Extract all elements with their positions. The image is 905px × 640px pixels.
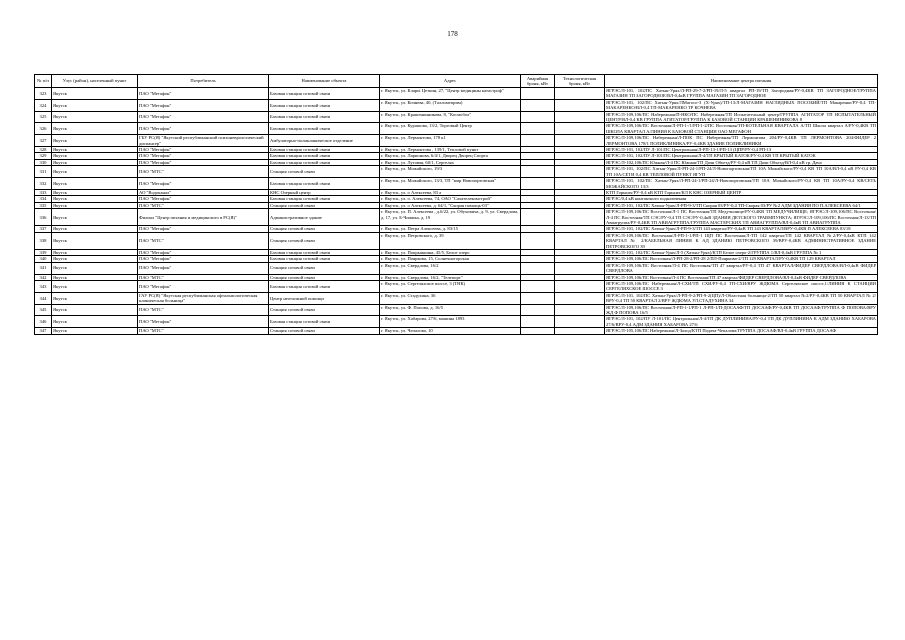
cell-locality: Якутск — [52, 178, 138, 190]
cell-emergency — [521, 262, 555, 274]
cell-consumer: ПАО "МТС" — [138, 274, 269, 280]
cell-power: ЯГРЭС/Л-109,106/ПС Восточная/Л-РП-1-/1/РП-1-2/ПС Восточная/ТП-КОТЕЛЬНАЯ КВАРТАЛА А/ТП Школа квартал А/РУ-0,4КВ ТП ШКОЛА КВАРТАЛ А/ЛИНИЯ К БАЗОВОЙ СТАНЦИИ ОАО МЕГАФОН — [606, 123, 876, 134]
cell-locality: Якутск — [52, 147, 138, 153]
cell-tech — [555, 292, 605, 304]
cell-object: Станция сотовой связи — [269, 274, 380, 280]
cell-power: ЯГРЭС/Л-109,106/ПС Восточная/Л-1 ПС Восточная/ТП Медучилище/РУ-0,4КВ ТП МЕДУЧИЛИЩЕ; ЯГРЭС/Л-109,106/ПС Восточная/Л-4 ПС Восточная/ТП СЭС/РУ-0,4 ТП СЭС/РУ-0,4кВ ЗДАНИЯ ДЕТСКОГО ТРАВМПУНКТА; ЯГРЭС/Л-109,106/ПС Восточная/Л-13/ТП Авиагруппа/РУ-0,4КВ ТП АВИАГРУППА/ГРУППА МАСТЕРСКИХ ТП АВИАГРУППА/ВЛ-0,4кВ ТП АВИАГРУППА — [606, 209, 876, 225]
cell-consumer: ПАО "МТС" — [138, 232, 269, 249]
cell-power: ЯГРЭС/Л-101, 102/ПС Хатын-Урях/Л-РП-29-7-2/РП-19/Л-5 квартал РП-19/ТП Загородная/РУ-0,4КВ ТП ЗАГОРОДНОЕ/ТРУППА МАГАЗИН ТП ЗАГОРОДНОЕ/ВЛ-0,4кВ ГРУППА МАГАЗИН ТП ЗАГОРОДНОЕ — [606, 88, 876, 99]
cell-power: ЯГРЭС/Л-101, 102/ПС Хатын-Урях/Л-5 (Хатын-Урях)/КТП Белое озеро-2/ГРУППА 1/ВЛ-0,4кВ ГРУППА № 1 — [605, 249, 878, 255]
cell-address: г. Якутск, ул. Лермонтова , 139/1, Тепловой пункт — [380, 147, 521, 153]
cell-power: ЯГРЭС/0,4 кВ контактного подключения — [605, 196, 878, 202]
cell-tech — [555, 178, 605, 190]
cell-emergency — [521, 166, 555, 178]
cell-emergency — [521, 328, 555, 334]
cell-emergency — [521, 99, 555, 111]
cell-object: Базовая станция сотовой связи — [269, 123, 380, 135]
page-number: 178 — [447, 30, 458, 38]
cell-address: г. Якутск, ул. Лермонтова, 178 к1 — [380, 135, 521, 147]
cell-consumer: ПАО "Мегафон" — [138, 249, 269, 255]
cell-locality: Якутск — [52, 88, 138, 100]
cell-emergency — [521, 292, 555, 304]
cell-address: г. Якутск, ул. Курашова, 13/2, Торговый Центр — [380, 123, 521, 135]
cell-consumer: ГАУ РС(Я) "Якутская республиканская офтальмологическая клиническая больница" — [138, 292, 269, 304]
cell-power: ЯГРЭС/Л-101, 102/ПС Хатын-Урях/Л-РП-9-3/ТП Скорая 03/РУ-0,4 ТП-Скорая 03/РУ №2 АДМ ЗДАНИЯ ПО П.АЛЕКСЕЕВА 64/1 — [605, 202, 878, 208]
cell-num: 338 — [35, 232, 52, 249]
cell-num: 340 — [35, 256, 52, 262]
power-reservation-table — [34, 74, 878, 335]
cell-locality: Якутск — [52, 274, 138, 280]
cell-num: 325 — [35, 111, 52, 123]
table-row — [35, 209, 878, 226]
cell-power: ЯГРЭС/Л-102,106/ПС Южная/Л-4 ПС Южная/ТП Дачи Объезд/РУ-0,4 кВ ТП Дачи Объезд/ВЛ-0,4 кВ гр. Дача — [605, 159, 878, 165]
header-num: № п/п — [35, 75, 52, 88]
cell-object: Станция сотовой связи — [269, 202, 380, 208]
cell-object: Станция сотовой связи — [269, 328, 380, 334]
table-row — [35, 328, 878, 334]
cell-address: г. Якутск, ул. Стадухина, 36 — [380, 292, 521, 304]
cell-object: Базовая станция сотовой связи — [269, 196, 380, 202]
cell-num: 337 — [35, 226, 52, 232]
cell-power: ЯГРЭС/Л-101, 102/ПУ Л-101/ПС Центральная/Л-4/ТП КРЫТЫЙ КАТОК/РУ-0,4 КВ ТП КРЫТЫЙ КАТОК — [605, 153, 878, 159]
cell-num: 346 — [35, 316, 52, 328]
cell-object: КНС Озерный центр — [269, 189, 380, 195]
cell-locality: Якутск — [52, 123, 138, 135]
table-row — [35, 256, 878, 262]
cell-power: ЯГРЭС/Л-109,106/ПС Восточная/Л-РП-28-2/РП-28 2/ПЛ-Пояркова-2/ТП 129 КВАРТАЛ/РУ-0,4КВ ТП 129 КВАРТАЛ — [605, 256, 878, 262]
cell-address: г. Якутск, ул. о Алексеева, 83 а — [380, 189, 521, 195]
cell-address: г. Якутск, ул. Луговая, 60/1, Сергелях — [380, 159, 521, 165]
table-row — [35, 262, 878, 274]
cell-locality: Якутск — [52, 153, 138, 159]
cell-power: ЯГРЭС/Л-101, 102/ПС Хатын-Урях/ЛМагосо-3 (Х-Урях)/ТП-13/Л-МАГАЗИН НАГЛЯДНЫХ ПОСОБИЙ/ТП Макаренко/РУ-0,4 ТП-МАКАРЕНКО/ВЛ-0,4 ТП-МАКАРЕНКО ТР КОЧНЕВА — [606, 99, 876, 111]
table-row — [35, 135, 878, 147]
table-row — [35, 226, 878, 232]
cell-emergency — [521, 281, 555, 293]
cell-address: г. Якутск, ул. Кларьі Цеткин, 27, "Центр медицины катастроф" — [380, 88, 521, 100]
cell-consumer: ПАО "Мегафон" — [138, 226, 269, 232]
table-row — [35, 202, 878, 208]
table-row — [35, 249, 878, 255]
cell-object: Базовая станция сотовой связи — [269, 153, 380, 159]
cell-object: Административное здание — [269, 209, 380, 226]
cell-address: г. Якутск, ул. Пояркова, 15, Солнечногорская — [380, 256, 521, 262]
cell-num: 330 — [35, 159, 52, 165]
cell-tech — [555, 281, 605, 293]
cell-emergency — [521, 304, 555, 316]
cell-object: Станция сотовой связи — [269, 232, 380, 249]
cell-tech — [555, 328, 605, 334]
table-row — [35, 123, 878, 135]
table-row — [35, 153, 878, 159]
cell-locality: Якутск — [52, 249, 138, 255]
cell-tech — [555, 232, 605, 249]
cell-object: Станция сотовой связи — [269, 166, 380, 178]
cell-num: 329 — [35, 153, 52, 159]
cell-address: г. Якутск, ул. Хабарова, 27/6, машина 1893 — [380, 316, 521, 328]
header-emergency: Аварийная броня, кВт — [521, 75, 555, 88]
cell-consumer: ПАО "Мегафон" — [138, 99, 269, 111]
cell-consumer: ПАО "Мегафон" — [138, 178, 269, 190]
table-header-row — [35, 75, 878, 88]
cell-consumer: ПАО "Мегафон" — [138, 88, 269, 100]
cell-tech — [555, 123, 605, 135]
cell-consumer: ПАО "Мегафон" — [138, 281, 269, 293]
cell-num: 343 — [35, 281, 52, 293]
header-tech: Технологическая броня, кВт — [555, 75, 605, 88]
cell-num: 344 — [35, 292, 52, 304]
cell-address: г. Якутск, ул. Можайского, 19/3 — [380, 166, 521, 178]
cell-num: 328 — [35, 147, 52, 153]
cell-power: ЯГРЭС/Л-109,106/ПС Восточная/Л-РП-1-1/РП-1 Л-РП-1/П-ДОСААФ/ТП ДОСААФ/РУ-0,4КВ ТП ДОСААФ/ГРУППА Ф ПОПОВА/ВРУ ЖД Ф ПОПОВА 16/5 — [606, 304, 876, 316]
cell-locality: Якутск — [52, 262, 138, 274]
cell-consumer: ПАО "МТС" — [138, 202, 269, 208]
cell-consumer: ПАО "Мегафон" — [138, 159, 269, 165]
cell-address: г. Якутск, ул. Свердлова, 16/2 — [380, 262, 521, 274]
cell-power: ЯГРЭС/Л-109,106/ПС Восточная/Л-4 ПС Восточная/ТП 47 квартал/РУ-0,4 ТП 47 КВАРТАЛ/ФИДЕР СВЕРДЛОВА/ВЛ-0,4кВ ФИДЕР СВЕРДЛОВА — [606, 262, 876, 274]
table-row — [35, 99, 878, 111]
cell-address: г. Якутск, ул. Чепалова, 10 — [380, 328, 521, 334]
cell-address: г. Якутск, ул. Петровского, д. 39 — [380, 232, 521, 249]
cell-locality: Якутск — [52, 256, 138, 262]
cell-consumer: ПАО "МТС" — [138, 304, 269, 316]
cell-num: 333 — [35, 189, 52, 195]
table-row — [35, 111, 878, 123]
cell-address: г. Якутск, ул. Сергеляхское шоссе, 3 (ТНК) — [380, 281, 521, 293]
cell-address: г. Якутск, ул. П. Алексеева , д.6/22, ул. Обуховича, д. 9, ул. Свердлова, д. 17, ул. Б-Чижика, д. 19 — [380, 209, 521, 226]
header-locality: Улус (район), населенный пункт — [52, 75, 138, 88]
cell-consumer: ГБУ РС(Я) "Якутский республиканский психоневрологический диспансер" — [138, 135, 269, 147]
cell-address: г. Якутск, ул. Петра Алексеева, д. 83/15 — [380, 226, 521, 232]
cell-emergency — [521, 135, 555, 147]
cell-locality: Якутск — [52, 99, 138, 111]
cell-tech — [555, 304, 605, 316]
cell-address: г. Якутск, ул. Крашенинникова, 8, "Космобол" — [380, 111, 521, 123]
cell-power: ЯГРЭС/Л-101, 102/ПС Хатын-Урях/Л-РП-24-1/РП-24/Л-Новопортовская/ТП 10А Можайского/РУ-0,4 КВ ТП 10А/РУ-0,4 КВ/СЕТЬ МОЖАЙСКОГО 13/3 — [606, 178, 876, 189]
cell-locality: Якутск — [52, 328, 138, 334]
cell-num: 326 — [35, 123, 52, 135]
cell-power: ЯГРЭС/Л-101, 102/ПУ Л-101/ПС Центральная/Л-4/ТП ДК ДУПЛИНИНА/РУ-0,4 ТП ДК ДУПЛИНИНА К АДМ ЗДАНИЮ ХАБАРОВА 27/6/ВРУ-0,4 АДМ ЗДАНИЯ ХАБАРОВА 27/6 — [606, 316, 876, 327]
cell-object: Станция сотовой связи — [269, 262, 380, 274]
cell-object: Центр неотложной помощи — [269, 292, 380, 304]
cell-tech — [555, 99, 605, 111]
cell-num: 347 — [35, 328, 52, 334]
cell-num: 336 — [35, 209, 52, 226]
header-address: Адрес — [380, 75, 521, 88]
cell-locality: Якутск — [52, 226, 138, 232]
cell-locality: Якутск — [52, 232, 138, 249]
cell-tech — [555, 166, 605, 178]
cell-object: Базовая станция сотовой связи — [269, 249, 380, 255]
cell-emergency — [521, 209, 555, 226]
cell-locality: Якутск — [52, 209, 138, 226]
cell-locality: Якутск — [52, 202, 138, 208]
cell-emergency — [521, 88, 555, 100]
cell-tech — [555, 209, 605, 226]
cell-locality: Якутск — [52, 189, 138, 195]
table-row — [35, 281, 878, 293]
cell-power: ЯГРЭС/Л-109,106/ПС Восточная/Л-РП-1-1/РП-1 ЩП ПС Восточная/Л-ТП 142 квартал/ТП 142 КВАРТАЛ №2/РУ-0,4кВ КТП 142 КВАРТАЛ № 2/КАБЕЛЬНАЯ ЛИНИЯ К АД ЗДАНИЮ ПЕТРОВСКОГО 39/ВРУ-0,4КВ АДМИНИСТРАТИВНОЕ ЗДАНИЕ ПЕТРОВСКОГО 39 — [606, 232, 876, 249]
cell-power: ЯГРЭС/Л-109,106/ПС Набережная/Л-ПОК ПС Набережная/ТП Лермонтова 204/РУ-0,4КВ ТП ЛЕРМОНТОВА 204/ФИДЕР 2 ЛЕРМОНТОВА 178/1 ПОЛИКЛИНИКА/РУ-0,4КВ ЗДАНИЕ ПОЛИКЛИНИКИ — [606, 135, 876, 146]
cell-emergency — [521, 316, 555, 328]
cell-tech — [555, 111, 605, 123]
cell-consumer: ПАО "Мегафон" — [138, 196, 269, 202]
table-row — [35, 166, 878, 178]
cell-emergency — [521, 111, 555, 123]
cell-object: Станция сотовой связи — [269, 304, 380, 316]
table-row — [35, 88, 878, 100]
cell-object: Базовая станция сотовой связи — [269, 281, 380, 293]
cell-emergency — [521, 123, 555, 135]
table-row — [35, 316, 878, 328]
table-row — [35, 304, 878, 316]
header-object: Наименование объекта — [269, 75, 380, 88]
cell-object: Базовая станция сотовой связи — [269, 159, 380, 165]
cell-num: 342 — [35, 274, 52, 280]
cell-locality: Якутск — [52, 304, 138, 316]
table-body — [35, 88, 878, 335]
cell-address: г. Якутск, ул. Покрышкина, 45/5, Белое озеро — [380, 249, 521, 255]
cell-consumer: ПАО "МТС" — [138, 328, 269, 334]
cell-locality: Якутск — [52, 316, 138, 328]
cell-consumer: ПАО "Мегафон" — [138, 262, 269, 274]
table-row — [35, 274, 878, 280]
cell-object: Станция сотовой связи — [269, 226, 380, 232]
cell-consumer: ПАО "Мегафон" — [138, 123, 269, 135]
cell-power: ЯГРЭС/Л-101, 102/ПС Хатын-Урях/Л-РП-9-3/ТП 143 квартал/РУ-0,4кВ ТП 143 КВАРТАЛ/ВРУ-0,4КВ П АЛЕКСЕЕВА 83/18 — [605, 226, 878, 232]
cell-power: ЯГРЭС/Л-109,106/ПС Набережная/Л-СХИ/ТП СХИ/РУ-0,4 ТП-СХИ/ВРУ ЖДЮМА Сергеляхское шоссе,1/ЛИНИЯ К СТАНЦИИ СЕРГЕЛЯХСКОЕ ШОССЕ 3 — [606, 281, 876, 292]
cell-power: ЯГРЭС/Л-101, 102/ПС Хатын-Урях/Л-РП-24-1/РП-24/Л-Новопортовская/ТП 10А Можайского/РУ-0,4 КВ ТП 10А/ВЛ-0,4 кВ РУ-0,4 КВ ТП 10А/СЕТИ 0,4 КВ ТЕПЛОВОЙ ПУНКТ ЯГУП — [606, 166, 876, 177]
header-power: Наименование центра питания — [605, 75, 878, 88]
cell-locality: Якутск — [52, 292, 138, 304]
cell-consumer: ПАО "Мегафон" — [138, 111, 269, 123]
table-row — [35, 147, 878, 153]
cell-object: Базовая станция сотовой связи — [269, 111, 380, 123]
cell-address: г. Якутск, ул. Ф. Попова, д. 16/5 — [380, 304, 521, 316]
cell-num: 341 — [35, 262, 52, 274]
cell-tech — [555, 88, 605, 100]
cell-num: 323 — [35, 88, 52, 100]
cell-num: 327 — [35, 135, 52, 147]
cell-object: Базовая станция сотовой связи — [269, 147, 380, 153]
cell-object: Базовая станция сотовой связи — [269, 178, 380, 190]
cell-power: КТП Горьких/РУ-0,4 кВ КТП Горьких/КЛ К КНС ОЗЕРНЫЙ ЦЕНТР — [605, 189, 878, 195]
cell-emergency — [521, 178, 555, 190]
cell-object: Базовая станция сотовой связи — [269, 88, 380, 100]
cell-consumer: ПАО "МТС" — [138, 166, 269, 178]
cell-num: 334 — [35, 196, 52, 202]
cell-num: 331 — [35, 166, 52, 178]
cell-locality: Якутск — [52, 196, 138, 202]
cell-tech — [555, 135, 605, 147]
cell-consumer: ПАО "Мегафон" — [138, 256, 269, 262]
cell-consumer: ПАО "Мегафон" — [138, 153, 269, 159]
cell-consumer: ПАО "Мегафон" — [138, 147, 269, 153]
cell-tech — [555, 316, 605, 328]
cell-locality: Якутск — [52, 135, 138, 147]
cell-consumer: ПАО "Мегафон" — [138, 316, 269, 328]
cell-num: 335 — [35, 202, 52, 208]
cell-power: ЯГРЭС/Л-101, 102/ПУ Л-101/ПС Центральная/Л-РП-13-1/РП-13 (ЦПР/РУ-0,4 РП-13 — [605, 147, 878, 153]
cell-num: 324 — [35, 99, 52, 111]
cell-power: ЯГРЭС/Л-109,106/ПС Набережная/П-НКО/ПС Набережная/ТП Испытательный центр/ГРУППА АГИТАТОР ТП ИСПЫТАТЕЛЬНЫЙ ЦЕНТР/ВЛ-0,4 КВ ГРУППА АГИТАТОР/ГРУППА К БАЗОВОЙ СТАНЦИИ КРАШЕНИНИКОВА 8 — [606, 111, 876, 123]
cell-address: г. Якутск, ул. о. Алексеева, 74, ОАО "Сахателекомстрой" — [380, 196, 521, 202]
cell-object: Амбулаторно-поликлиническое отделение — [269, 135, 380, 147]
cell-object: Базовая станция сотовой связи — [269, 316, 380, 328]
cell-object: Базовая станция сотовой связи — [269, 99, 380, 111]
cell-locality: Якутск — [52, 166, 138, 178]
cell-object: Базовая станция сотовой связи — [269, 256, 380, 262]
table-row — [35, 292, 878, 304]
cell-power: ЯГРЭС/Л-105,106/ПС Набережная/Л-Заход/КТП Подача-Чепалова/ГРУППА ДОСААФ/ВЛ-0,4кВ ГРУППА ДОСААФ — [605, 328, 878, 334]
cell-num: 339 — [35, 249, 52, 255]
cell-locality: Якутск — [52, 111, 138, 123]
table-row — [35, 232, 878, 249]
cell-address: г. Якутск, ул. Можайского, 13/3, ТП "мир Новопортовская" — [380, 178, 521, 190]
header-consumer: Потребитель — [138, 75, 269, 88]
cell-consumer: Филиал "Центр питания и медицинского в РС(Я)" — [138, 209, 269, 226]
cell-address: г. Якутск, ул. Ларионова, 6/4/1, Дворец Дворец Спорта — [380, 153, 521, 159]
cell-power: ЯГРЭС/Л-101, 102/ПС Хатын-Урях/Л-РП-9-2/РП-9-2(ЦП)/Л-Областная больница-2/ТП 50 квартал №2/РУ-0,4КВ ТП 50 КВАРТАЛ № 2/ВРУ-0,4 ТП 50 КВАРТАЛ 2/ВРУ ЖДЮМА УЛ.СТАДУХИНА 34 — [606, 292, 876, 304]
cell-emergency — [521, 232, 555, 249]
cell-power: ЯГРЭС/Л-109,106/ПС Восточная/Л-4 ПС Восточная/ТП 47 квартал/ФИДЕР СВЕРДЛОВА/ВЛ-0,4кВ ФИДЕР СВЕРДЛОВА — [605, 274, 878, 280]
cell-address: г. Якутск, ул. Свердлова, 16/2, "Телепорт" — [380, 274, 521, 280]
cell-consumer: АО "Водоканал" — [138, 189, 269, 195]
cell-address: г. Якутск, ул. о Алексеева, д. 64/1, "Скорая помощь-03" — [380, 202, 521, 208]
table-row — [35, 178, 878, 190]
cell-locality: Якутск — [52, 281, 138, 293]
cell-address: г. Якутск, ул. Кочнева, 40, (Талломеприм) — [380, 99, 521, 111]
cell-tech — [555, 262, 605, 274]
cell-locality: Якутск — [52, 159, 138, 165]
cell-num: 332 — [35, 178, 52, 190]
cell-num: 345 — [35, 304, 52, 316]
